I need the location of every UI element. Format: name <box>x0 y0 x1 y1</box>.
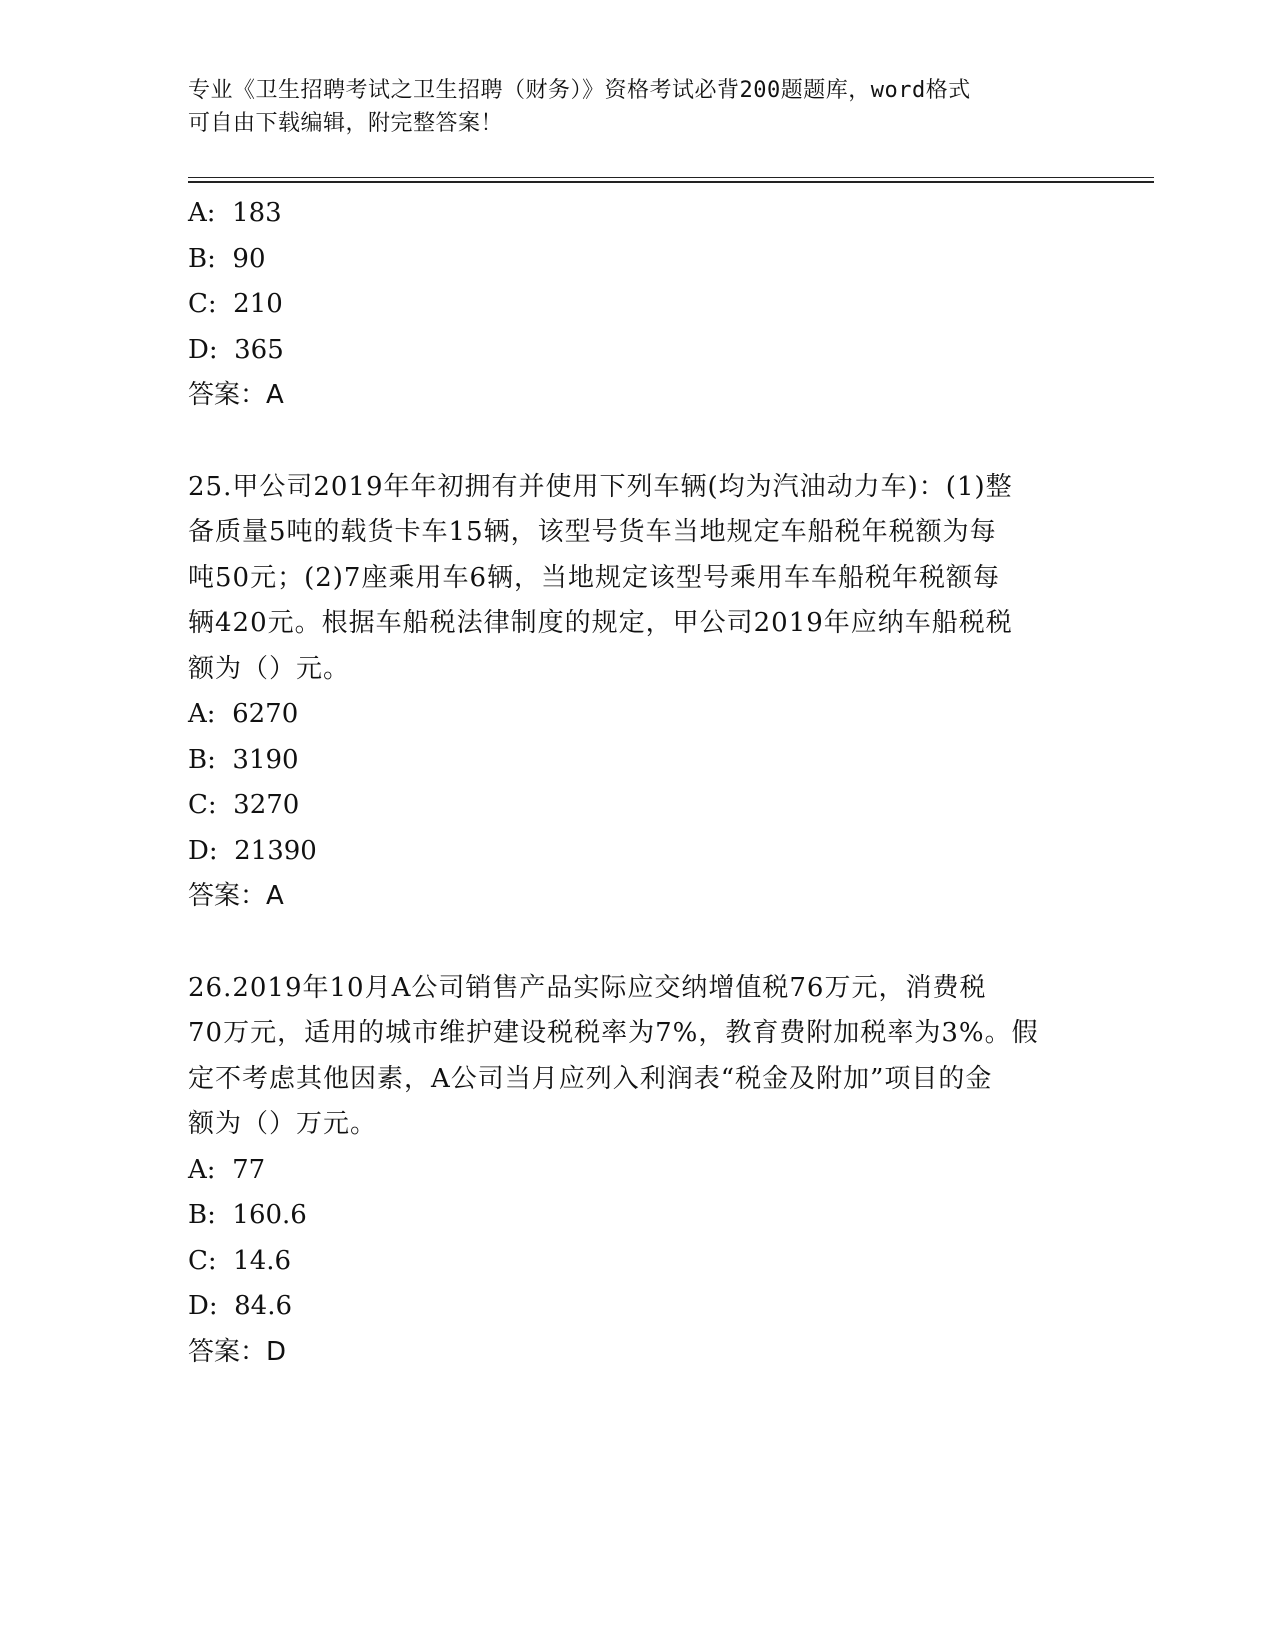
option-b: B: 160.6 <box>188 1200 307 1230</box>
question-text-line: 额为（）元。 <box>188 653 351 684</box>
answer-line: 答案：D <box>188 1336 287 1367</box>
question-text-line: 备质量5吨的载货卡车15辆，该型号货车当地规定车船税年税额为每 <box>188 517 997 547</box>
question-list <box>188 191 1088 1375</box>
question-block-previous <box>188 191 1088 419</box>
option-a: A: 183 <box>188 198 282 228</box>
option-d: D: 84.6 <box>188 1291 293 1321</box>
option-d: D: 21390 <box>188 835 317 866</box>
header-divider-thin <box>188 177 1154 178</box>
question-block-26 <box>188 966 1088 1376</box>
option-c: C: 14.6 <box>188 1245 292 1276</box>
option-b: B: 90 <box>188 243 266 274</box>
question-text-line: 定不考虑其他因素，A公司当月应列入利润表“税金及附加”项目的金 <box>188 1063 993 1094</box>
question-text-line: 70万元，适用的城市维护建设税税率为7%，教育费附加税率为3%。假 <box>188 1018 1039 1048</box>
option-b: B: 3190 <box>188 744 299 775</box>
answer-line: 答案：A <box>188 881 284 911</box>
option-a: A: 6270 <box>188 699 299 729</box>
question-text-line: 25.甲公司2019年年初拥有并使用下列车辆(均为汽油动力车)：(1)整 <box>188 471 1013 502</box>
question-text-line: 辆420元。根据车船税法律制度的规定，甲公司2019年应纳车船税税 <box>188 608 1013 638</box>
option-a: A: 77 <box>188 1154 266 1185</box>
header-divider-thick <box>188 181 1154 183</box>
spacer <box>188 419 1088 465</box>
document-header <box>188 74 1088 140</box>
header-title-line-1: 专业《卫生招聘考试之卫生招聘（财务）》资格考试必背200题题库，word格式 <box>188 78 971 103</box>
question-block-25 <box>188 465 1088 920</box>
spacer <box>188 920 1088 966</box>
answer-line: 答案：A <box>188 380 284 410</box>
option-c: C: 3270 <box>188 790 300 820</box>
question-text-line: 26.2019年10月A公司销售产品实际应交纳增值税76万元，消费税 <box>188 972 987 1003</box>
option-c: C: 210 <box>188 289 283 319</box>
question-text-line: 吨50元；(2)7座乘用车6辆，当地规定该型号乘用车车船税年税额每 <box>188 562 1000 593</box>
header-title-line-2: 可自由下载编辑，附完整答案！ <box>188 111 504 136</box>
question-text-line: 额为（）万元。 <box>188 1109 378 1139</box>
option-d: D: 365 <box>188 334 284 365</box>
